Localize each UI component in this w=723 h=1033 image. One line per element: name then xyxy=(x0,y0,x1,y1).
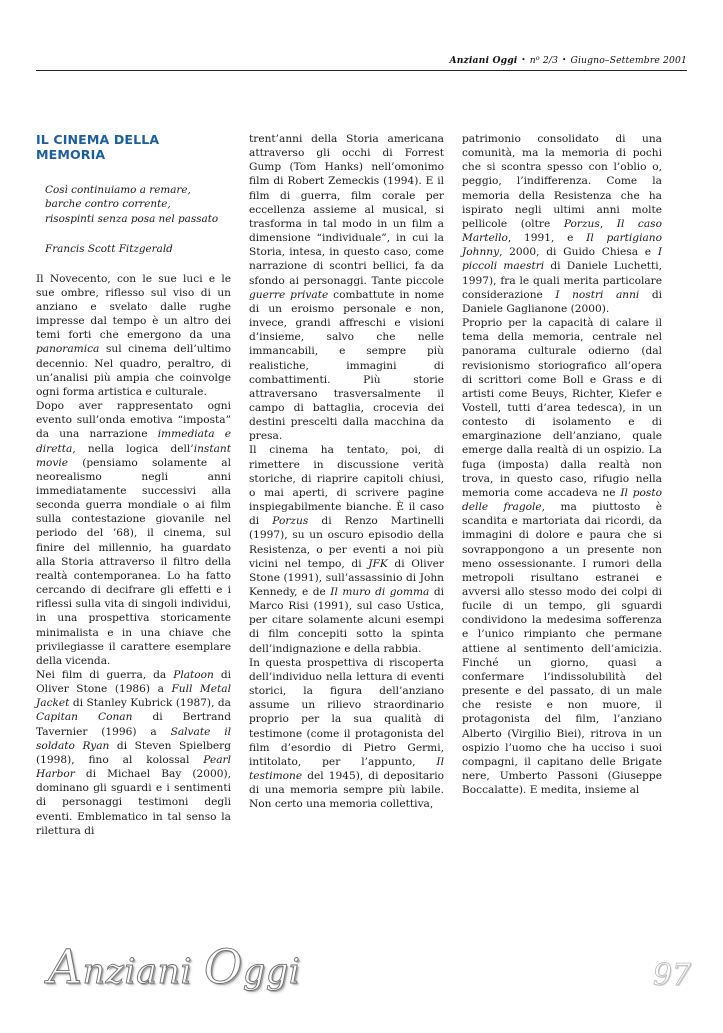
epigraph-line-3: risospinti senza posa nel passato xyxy=(45,212,219,225)
paragraph: patrimonio consolidato di una comunità, ma la memoria di pochi che si scontra spesso con l’oblio o, peggio, l’indifferenza. Come la memoria della Resistenza che ha ispirato negli ultimi anni molte pellicole (oltre Porzus, Il caso Martello, 1991, e Il partigiano Johnny, 2000, di Guido Chiesa e I piccoli maestri di Daniele Luchetti, 1997), fra le quali merita particolare considerazione I nostri anni di Daniele Gaglianone (2000). xyxy=(462,133,662,315)
article-body xyxy=(36,132,687,922)
running-head-issue-superscript: o xyxy=(535,54,540,62)
column-3 xyxy=(462,132,662,797)
epigraph xyxy=(45,183,231,226)
paragraph: Proprio per la capacità di calare il tema della memoria, centrale nel panorama culturale odierno (dal revisionismo storiografico all’opera di scrittori come Boll e Grass e di artisti come Beuys, Richter, Kiefer e Vostell, tutti d’area tedesca), in un contesto di isolamento e di emarginazione dell’anziano, quale emerge dalla realtà di un ospizio. La fuga (imposta) dalla realtà non trova, in questo caso, rifugio nella memoria come accadeva ne Il posto delle fragole, ma piuttosto è scandita e martoriata dai ricordi, da immagini di dolore e paura che si sovrappongono a un presente non meno ossessionante. I rumori della metropoli risultano estranei e avversi allo stesso modo dei colpi di fucile di un tempo, gli sguardi condividono la medesima sofferenza e l’unico rimpianto che permane attiene al sentimento dell’amicizia. Finché un giorno, quasi a confermare l’indissolubilità del presente e del passato, di un male che resiste e non muore, il protagonista del film, l’anziano Alberto (Virgilio Biei), ritrova in un ospizio l’uomo che ha ucciso i suoi compagni, il capitano delle Brigate nere, Umberto Passoni (Giuseppe Boccalatte). E medita, insieme al xyxy=(462,317,663,797)
column-1 xyxy=(36,132,231,838)
page-footer xyxy=(0,940,723,1033)
paragraph: Il Novecento, con le sue luci e le sue ombre, riflesso sul viso di un anziano e svelato dalle rughe impresse dal tempo è un altro dei temi forti che emergono da una panoramica sul cinema dell’ultimo decennio. Nel quadro, peraltro, di un’analisi più ampia che coinvolge ogni forma artistica e culturale. xyxy=(36,272,231,398)
paragraph: Dopo aver rappresentato ogni evento sull’onda emotiva “imposta” da una narrazione immediata e diretta, nella logica dell’instant movie (pensiamo solamente al neorealismo negli anni immediatamente successivi alla seconda guerra mondiale o ai film sulla contestazione giovanile nel periodo del ’68), il cinema, sul finire del millennio, ha guardato alla Storia attraverso il filtro della realtà contemporanea. Lo ha fatto cercando di decifrare gli effetti e i riflessi sulla vita di singoli individui, in una prospettiva storicamente minimalista e in una chiave che privilegiasse il carattere esemplare della vicenda. xyxy=(36,400,232,667)
logo-cap-a: A xyxy=(48,940,83,995)
logo-word-oggi: ggi xyxy=(242,952,301,992)
epigraph-line-1: Così continuiamo a remare, xyxy=(45,184,191,196)
publication-logo xyxy=(48,940,301,995)
epigraph-byline: Francis Scott Fitzgerald xyxy=(45,243,173,256)
epigraph-line-2: barche contro corrente, xyxy=(45,198,171,211)
running-head-date: Giugno–Settembre 2001 xyxy=(570,55,687,66)
paragraph: Il cinema ha tentato, poi, di rimettere in discussione verità storiche, di riaprire capitoli chiusi, o mai aperti, di scrivere pagine inspiegabilmente bianche. È il caso di Porzus di Renzo Martinelli (1997), su un oscuro episodio della Resistenza, o per eventi a noi più vicini nel tempo, di JFK di Oliver Stone (1991), sull’assassinio di John Kennedy, e de Il muro di gomma di Marco Risi (1991), sul caso Ustica, per citare solamente alcuni esempi di film concepiti sotto la spinta dell’indignazione e della rabbia. xyxy=(249,444,445,655)
paragraph: Nei film di guerra, da Platoon di Oliver Stone (1986) a Full Metal Jacket di Stanley Kubrick (1987), da Capitan Conan di Bertrand Tavernier (1996) a Salvate il soldato Ryan di Steven Spielberg (1998), fino al kolossal Pearl Harbor di Michael Bay (2000), dominano gli sguardi e i sentimenti di personaggi testimoni degli eventi. Emblematico in tal senso la rilettura di xyxy=(36,669,231,837)
column-2 xyxy=(249,132,444,812)
running-head-issue-number: 2/3 xyxy=(539,55,559,66)
logo-word-anziani: nziani xyxy=(82,952,193,992)
article-title: IL CINEMA DELLA MEMORIA xyxy=(36,132,160,162)
running-head-separator-2: • xyxy=(562,55,567,64)
running-head-separator-1: • xyxy=(521,55,526,64)
running-head-issue xyxy=(530,55,558,66)
logo-cap-o: O xyxy=(203,940,243,995)
running-head-issue-prefix: n xyxy=(529,55,536,66)
header-rule xyxy=(36,70,687,71)
paragraph: In questa prospettiva di riscoperta dell’individuo nella lettura di eventi storici, la figura dell’anziano assume un rilievo straordinario proprio per la sua qualità di testimone (come il protagonista del film d’esordio di Pietro Germi, intitolato, per l’appunto, Il testimone del 1945), di depositario di una memoria sempre più labile. Non certo una memoria collettiva, xyxy=(249,656,444,811)
page-number: 97 xyxy=(652,958,691,993)
running-head-publication: Anziani Oggi xyxy=(449,55,518,66)
running-head xyxy=(36,54,687,66)
paragraph: trent’anni della Storia americana attraverso gli occhi di Forrest Gump (Tom Hanks) nell’omonimo film di Robert Zemeckis (1994). E il film di guerra, film corale per eccellenza assieme al musical, si trasforma in tal modo in un film a dimensione “individuale”, in cui la Storia, intesa, in questo caso, come narrazione di scontri bellici, fa da sfondo ai personaggi. Tante piccole guerre private combattute in nome di un eroismo personale e non, invece, grandi affreschi e visioni d’insieme, salvo che nelle immancabili, e sempre più realistiche, immagini di combattimenti. Più storie attraversano trasversalmente il campo di battaglia, crocevia dei destini prescelti dalla macchina da presa. xyxy=(249,133,445,443)
